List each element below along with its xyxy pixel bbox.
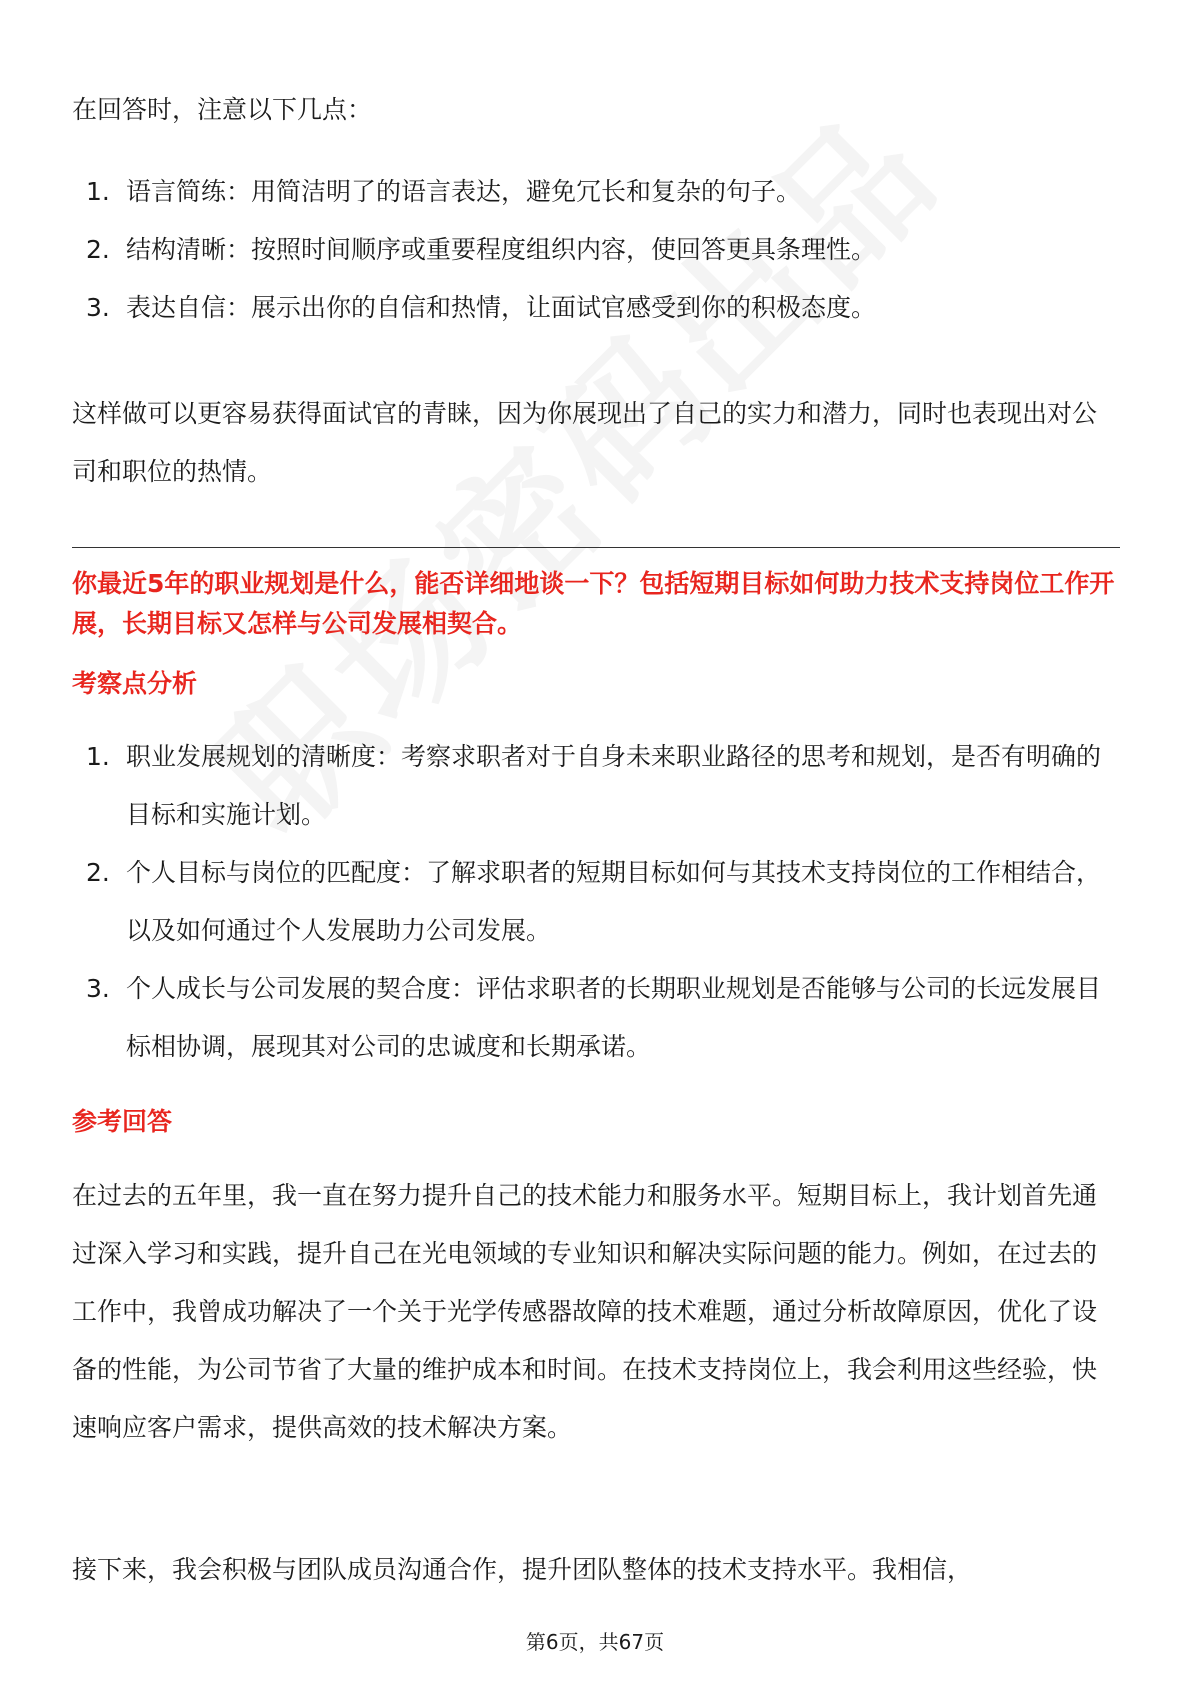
list-text: 表达自信：展示出你的自信和热情，让面试官感受到你的积极态度。 [126,293,877,322]
list-text: 个人成长与公司发展的契合度：评估求职者的长期职业规划是否能够与公司的长远发展目标相协调，展现其对公司的忠诚度和长期承诺。 [126,974,1102,1061]
answer-paragraph-continued: 接下来，我会积极与团队成员沟通合作，提升团队整体的技术支持水平。我相信， [72,1555,973,1584]
list-number: 2. [86,858,110,887]
list-number: 3. [86,293,110,322]
list-item [72,221,1120,279]
list-text: 语言简练：用简洁明了的语言表达，避免冗长和复杂的句子。 [126,177,802,206]
answer-paragraph: 在过去的五年里，我一直在努力提升自己的技术能力和服务水平。短期目标上，我计划首先通过深入学习和实践，提升自己在光电领域的专业知识和解决实际问题的能力。例如，在过去的工作中，我曾成功解决了一个关于光学传感器故障的技术难题，通过分析故障原因，优化了设备的性能，为公司节省了大量的维护成本和时间。在技术支持岗位上，我会利用这些经验，快速响应客户需求，提供高效的技术解决方案。 [72,1181,1098,1442]
section-divider [72,547,1120,548]
list-text: 职业发展规划的清晰度：考察求职者对于自身未来职业路径的思考和规划，是否有明确的目标和实施计划。 [126,742,1102,829]
list-number: 3. [86,974,110,1003]
list-number: 1. [86,742,110,771]
list-item [72,279,1120,337]
list-item [72,163,1120,221]
list-text: 个人目标与岗位的匹配度：了解求职者的短期目标如何与其技术支持岗位的工作相结合，以及如何通过个人发展助力公司发展。 [126,858,1102,945]
summary-paragraph: 这样做可以更容易获得面试官的青睐，因为你展现出了自己的实力和潜力，同时也表现出对公司和职位的热情。 [72,399,1098,486]
answer-heading: 参考回答 [72,1107,173,1136]
intro-paragraph: 在回答时，注意以下几点： [72,95,373,124]
list-number: 1. [86,177,110,206]
list-number: 2. [86,235,110,264]
page-footer: 第6页，共67页 [525,1630,665,1654]
list-item [72,960,1120,1076]
list-item [72,728,1120,844]
list-item [72,844,1120,960]
question-title: 你最近5年的职业规划是什么，能否详细地谈一下？包括短期目标如何助力技术支持岗位工作开展，长期目标又怎样与公司发展相契合。 [72,569,1115,638]
analysis-list [72,728,1120,1076]
tips-list [72,163,1120,337]
analysis-heading: 考察点分析 [72,669,198,698]
list-text: 结构清晰：按照时间顺序或重要程度组织内容，使回答更具条理性。 [126,235,877,264]
